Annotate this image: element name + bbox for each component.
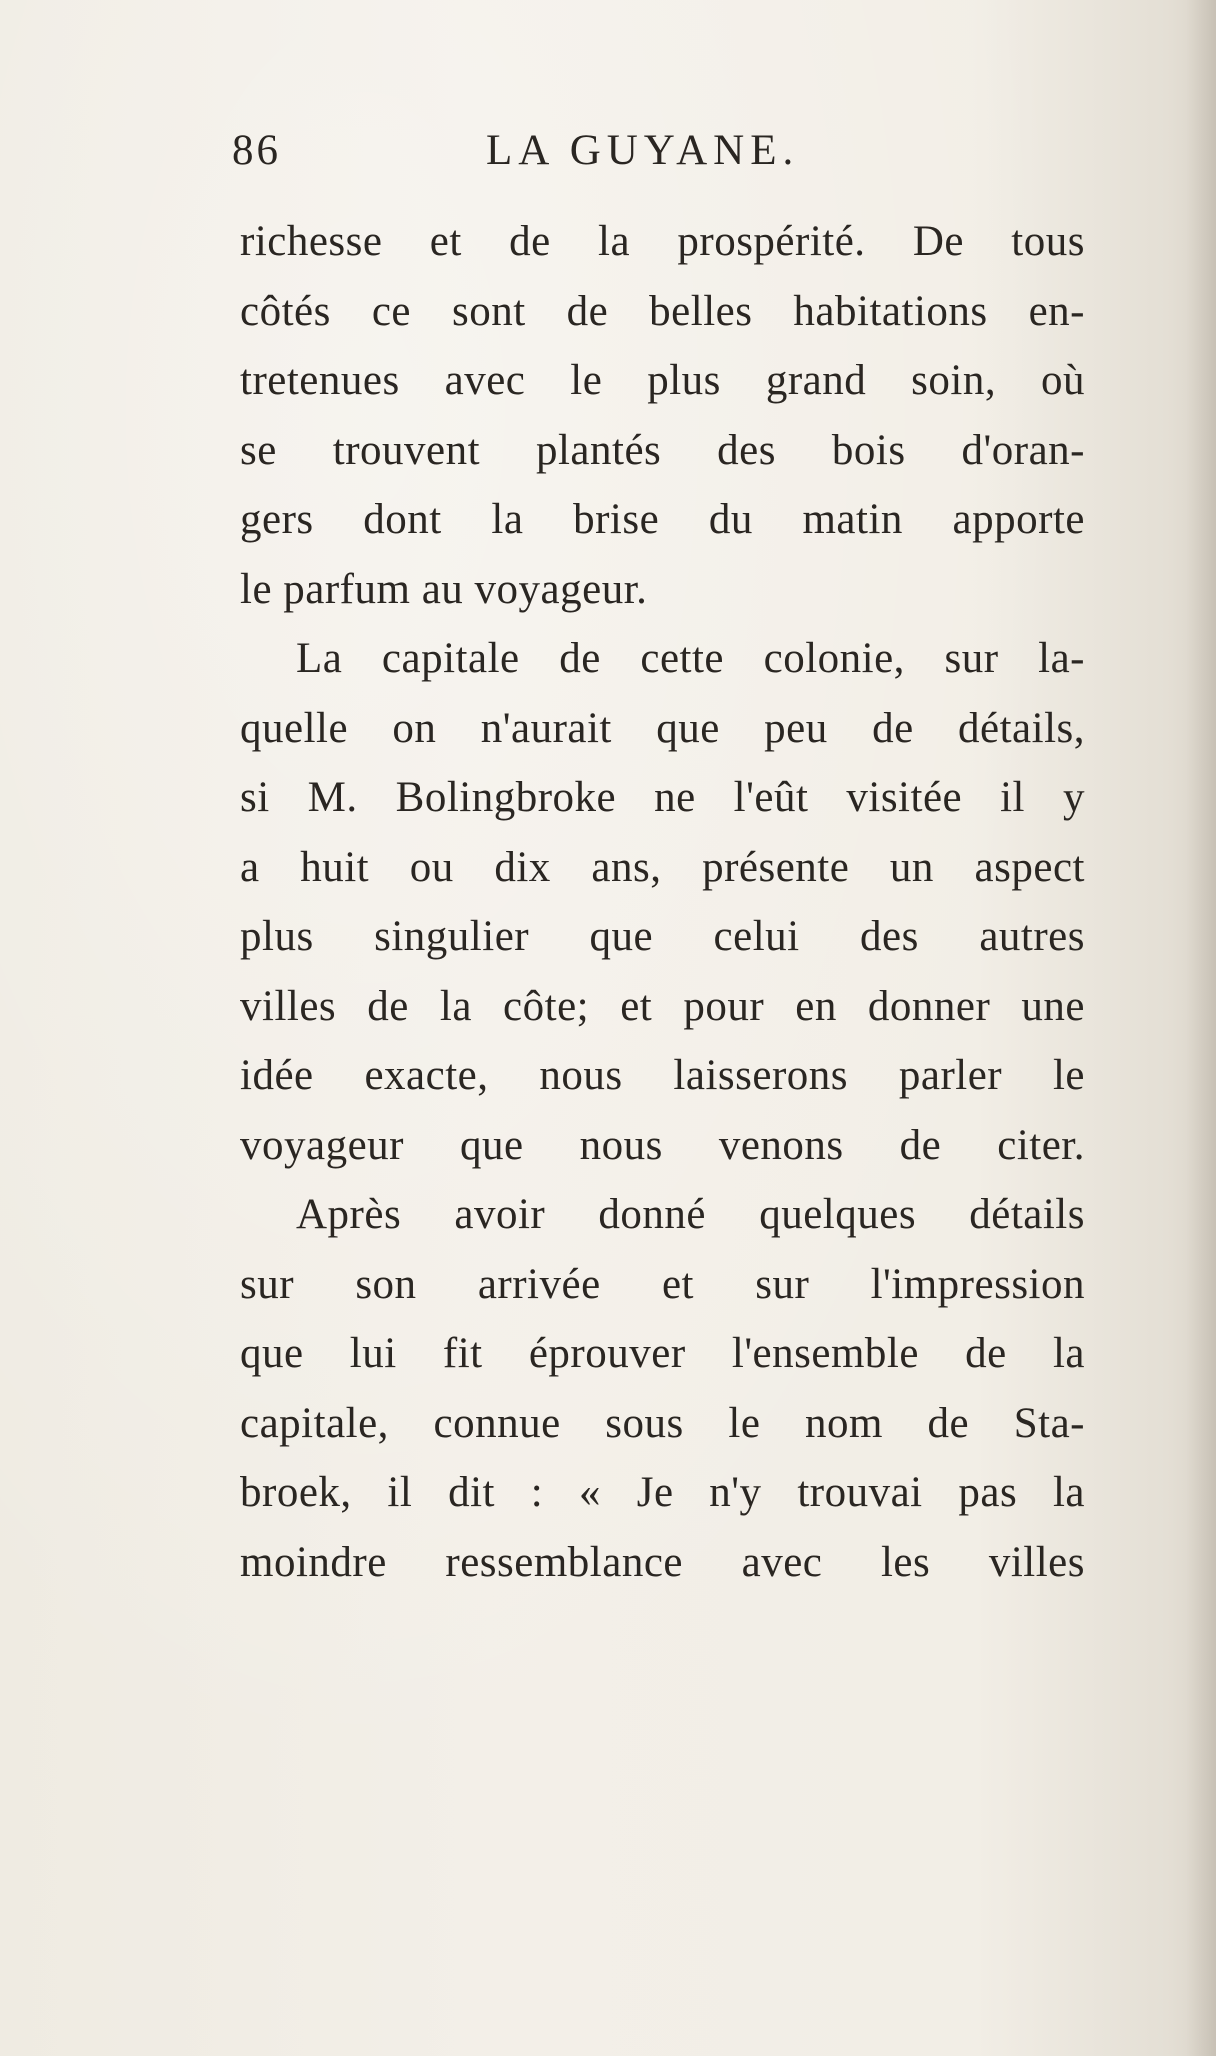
text-line: gers dont la brise du matin apporte bbox=[240, 496, 1085, 543]
body-text bbox=[240, 207, 1085, 1597]
text-line: idée exacte, nous laisserons parler le bbox=[240, 1052, 1085, 1099]
text-line: moindre ressemblance avec les villes bbox=[240, 1538, 1085, 1586]
text-line: voyageur que nous venons de citer. bbox=[240, 1121, 1085, 1169]
text-line: a huit ou dix ans, présente un aspect bbox=[240, 843, 1085, 891]
page-number: 86 bbox=[232, 127, 281, 174]
text-line: se trouvent plantés des bois d'oran- bbox=[240, 426, 1085, 474]
text-line: villes de la côte; et pour en donner une bbox=[240, 982, 1085, 1030]
page-edge-shadow bbox=[1186, 0, 1216, 2056]
text-line: Après avoir donné quelques détails bbox=[296, 1191, 1085, 1238]
text-line: côtés ce sont de belles habitations en- bbox=[240, 287, 1085, 335]
text-line: si M. Bolingbroke ne l'eût visitée il y bbox=[240, 774, 1085, 821]
text-line: plus singulier que celui des autres bbox=[240, 913, 1085, 960]
text-line: La capitale de cette colonie, sur la- bbox=[296, 635, 1085, 682]
text-line: que lui fit éprouver l'ensemble de la bbox=[240, 1330, 1085, 1377]
text-line: richesse et de la prospérité. De tous bbox=[240, 218, 1085, 265]
text-line: capitale, connue sous le nom de Sta- bbox=[240, 1399, 1085, 1447]
text-line: sur son arrivée et sur l'impression bbox=[240, 1260, 1085, 1308]
page-header bbox=[232, 126, 832, 186]
running-head: LA GUYANE. bbox=[486, 127, 800, 174]
text-line: quelle on n'aurait que peu de détails, bbox=[240, 704, 1085, 752]
text-line: broek, il dit : « Je n'y trouvai pas la bbox=[240, 1469, 1085, 1516]
text-line: le parfum au voyageur. bbox=[240, 565, 648, 613]
text-line: tretenues avec le plus grand soin, où bbox=[240, 357, 1085, 404]
